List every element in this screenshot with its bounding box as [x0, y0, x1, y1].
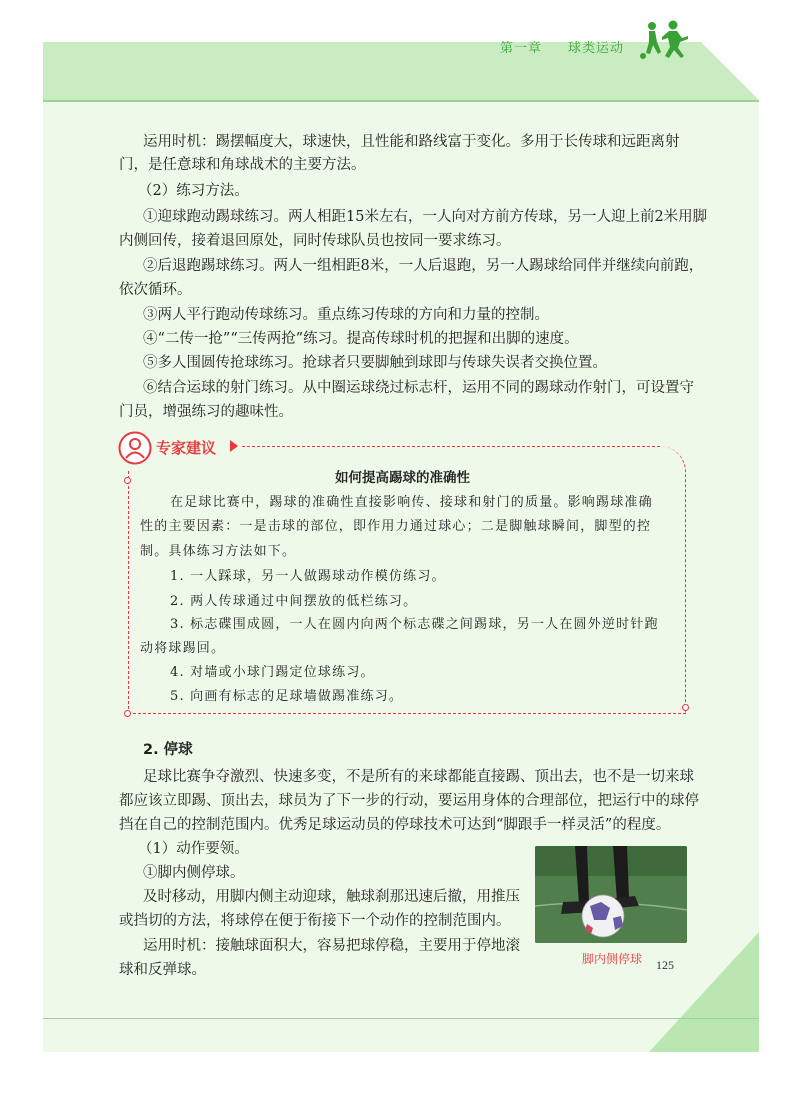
- expert-tip-2: 2. 两人传球通过中间摆放的低栏练习。: [170, 594, 418, 609]
- para-timing-cont: 门，是任意球和角球战术的主要方法。: [119, 157, 366, 173]
- method-timing: 运用时机：接触球面积大，容易把球停稳，主要用于停地滚: [143, 938, 520, 954]
- football-players-icon: [640, 20, 690, 62]
- practice-item-2: ②后退跑踢球练习。两人一组相距8米，一人后退跑，另一人踢球给同伴并继续向前跑，: [143, 258, 704, 274]
- inside-foot-stop-photo: [535, 846, 687, 943]
- method-description: 及时移动，用脚内侧主动迎球，触球刹那迅速后撤，用推压: [143, 889, 520, 905]
- expert-intro: 在足球比赛中，踢球的准确性直接影响传、接球和射门的质量。影响踢球准确: [170, 495, 653, 510]
- expert-tip-3-cont: 动将球踢回。: [140, 641, 226, 656]
- expert-intro-cont: 制。具体练习方法如下。: [140, 544, 297, 559]
- expert-tip-3: 3. 标志碟围成圆，一人在圆内向两个标志碟之间踢球，另一人在圆外逆时针跑: [170, 617, 659, 632]
- footer-corner-triangle: [649, 932, 759, 1052]
- para-timing: 运用时机：踢摆幅度大，球速快，且性能和路线富于变化。多用于长传球和远距离射: [143, 134, 680, 150]
- method-inside-foot: ①脚内侧停球。: [143, 865, 245, 881]
- chapter-number: 第一章: [500, 41, 543, 56]
- photo-illustration: [535, 846, 687, 943]
- expert-avatar-icon: [118, 431, 152, 465]
- stopping-intro: 足球比赛争夺激烈、快速多变，不是所有的来球都能直接踢、顶出去，也不是一切来球: [143, 769, 694, 785]
- expert-tip-1: 1. 一人踩球，另一人做踢球动作模仿练习。: [170, 569, 446, 584]
- practice-item-6-cont: 门员，增强练习的趣味性。: [119, 404, 293, 420]
- box-dot: [124, 710, 131, 717]
- header-divider: [43, 100, 759, 102]
- practice-item-6: ⑥结合运球的射门练习。从中圈运球绕过标志杆，运用不同的踢球动作射门，可设置守: [143, 380, 694, 396]
- practice-item-3: ③两人平行跑动传球练习。重点练习传球的方向和力量的控制。: [143, 307, 549, 323]
- box-dot: [682, 704, 689, 711]
- practice-item-5: ⑤多人围圆传抢球练习。抢球者只要脚触到球即与传球失误者交换位置。: [143, 355, 607, 371]
- practice-item-1-cont: 内侧回传，接着退回原处，同时传球队员也按同一要求练习。: [119, 233, 511, 249]
- footer-divider: [43, 1018, 759, 1019]
- chapter-title: 球类运动: [568, 41, 625, 56]
- header-corner-cut: [701, 42, 759, 100]
- practice-item-1: ①迎球跑动踢球练习。两人相距15米左右，一人向对方前方传球，另一人迎上前2米用脚: [143, 209, 708, 225]
- expert-tip-4: 4. 对墙或小球门踢定位球练习。: [170, 665, 375, 680]
- expert-intro-cont: 性的主要因素：一是击球的部位，即作用力通过球心；二是脚触球瞬间，脚型的控: [140, 519, 652, 534]
- stopping-intro-cont: 挡在自己的控制范围内。优秀足球运动员的停球技术可达到“脚跟手一样灵活”的程度。: [119, 817, 671, 833]
- chapter-header: [500, 37, 624, 56]
- photo-caption: 脚内侧停球: [582, 952, 643, 966]
- practice-item-2-cont: 依次循环。: [119, 282, 192, 298]
- arrow-right-icon: [230, 440, 238, 452]
- essentials-heading: （1）动作要领。: [138, 841, 249, 857]
- expert-advice-title: 如何提高踢球的准确性: [335, 470, 470, 486]
- expert-tip-5: 5. 向画有标志的足球墙做踢准练习。: [170, 689, 404, 704]
- page-number: 125: [656, 958, 674, 972]
- expert-box-top-border: [242, 446, 660, 447]
- stopping-intro-cont: 都应该立即踢、顶出去，球员为了下一步的行动，要运用身体的合理部位，把运行中的球停: [119, 793, 699, 809]
- method-description-cont: 或挡切的方法，将球停在便于衔接下一个动作的控制范围内。: [119, 913, 511, 929]
- box-dot: [124, 477, 131, 484]
- section-title-stopping: 2. 停球: [143, 742, 193, 758]
- expert-advice-label: 专家建议: [156, 439, 217, 457]
- practice-item-4: ④“二传一抢”“三传两抢”练习。提高传球时机的把握和出脚的速度。: [143, 331, 579, 347]
- practice-heading: （2）练习方法。: [138, 183, 249, 199]
- method-timing-cont: 球和反弹球。: [119, 962, 206, 978]
